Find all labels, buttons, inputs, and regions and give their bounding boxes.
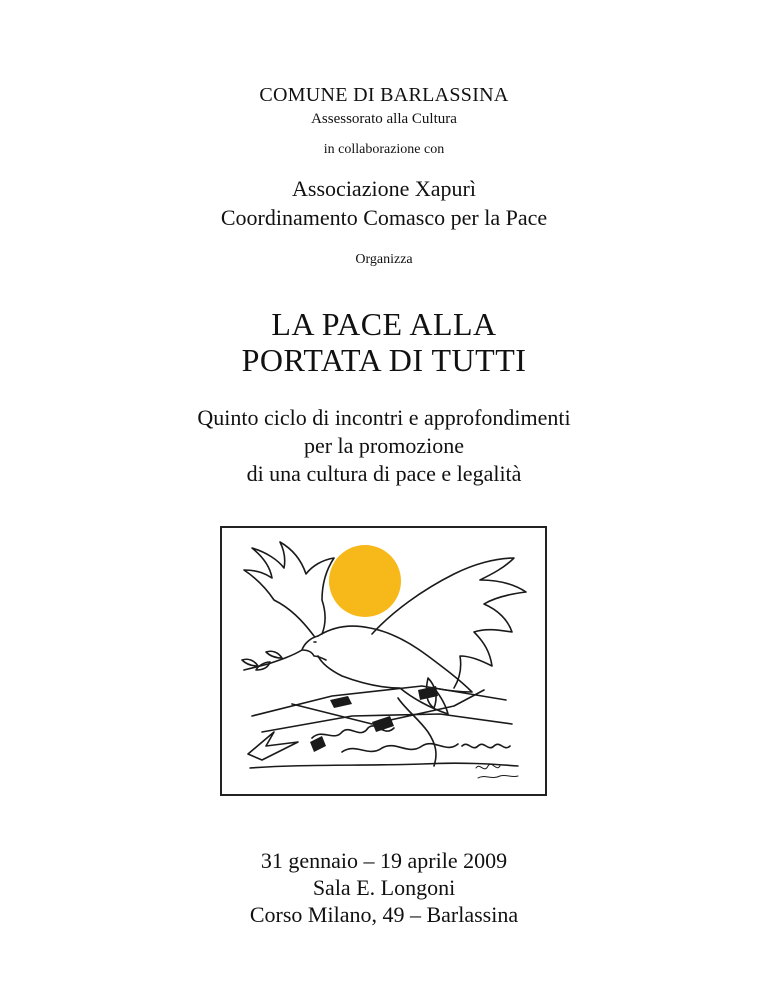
title-line-2: PORTATA DI TUTTI	[241, 342, 527, 378]
partner-xapuri: Associazione Xapurì	[292, 176, 476, 201]
collaboration-line: in collaborazione con	[323, 142, 445, 157]
title-line-1: LA PACE ALLA	[271, 306, 497, 342]
organizza-line: Organizza	[355, 252, 413, 267]
scribble-2	[342, 744, 458, 752]
dove-drawing	[222, 528, 545, 794]
olive-leaf-3	[242, 659, 258, 666]
subtitle-line-3: di una cultura di pace e legalità	[246, 461, 522, 486]
ground-line	[250, 763, 518, 768]
weapon-bundle	[398, 698, 436, 766]
event-address: Corso Milano, 49 – Barlassina	[249, 902, 519, 927]
waves	[462, 744, 510, 747]
dove-head	[302, 636, 326, 660]
broken-sword-1	[252, 686, 506, 716]
dove-left-wing	[244, 542, 334, 636]
partner-coordinamento: Coordinamento Comasco per la Pace	[220, 205, 548, 230]
subtitle-line-1: Quinto ciclo di incontri e approfondimenti	[197, 405, 571, 430]
comune-heading: COMUNE DI BARLASSINA	[259, 84, 509, 106]
sun-shape	[329, 545, 401, 617]
event-venue: Sala E. Longoni	[312, 875, 456, 900]
dove-artwork	[220, 526, 547, 796]
subtitle-line-2: per la promozione	[303, 433, 465, 458]
event-dates: 31 gennaio – 19 aprile 2009	[260, 848, 508, 873]
olive-leaf-1	[266, 651, 282, 658]
arrow-head	[248, 732, 298, 760]
assessorato-line: Assessorato alla Cultura	[311, 111, 457, 127]
